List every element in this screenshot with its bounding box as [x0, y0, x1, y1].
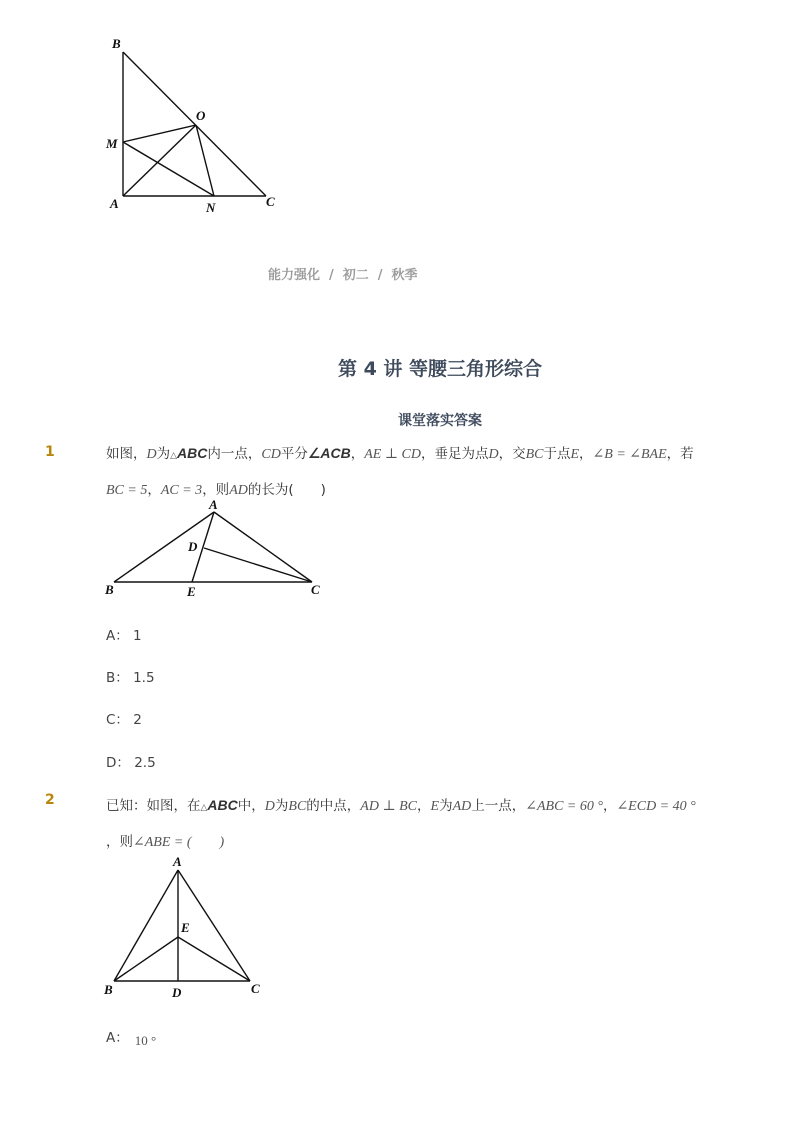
label-B: B — [105, 582, 114, 597]
label-O: O — [196, 108, 206, 123]
label-D: D — [172, 985, 182, 1000]
question-2-line-1: 已知：如图，在△ABC中，D为BC的中点，AD ⊥ BC，E为AD上一点，∠ABC = 60 °，∠ECD = 40 ° — [106, 797, 696, 814]
breadcrumb-item-grade: 初二 — [342, 268, 369, 283]
question-2-number: 2 — [45, 792, 55, 808]
breadcrumb-separator: / — [377, 268, 383, 283]
question-2-figure — [100, 850, 270, 1000]
lecture-title: 第 4 讲 等腰三角形综合 — [337, 358, 543, 380]
top-geometry-figure — [100, 30, 290, 220]
label-E: E — [181, 920, 190, 935]
label-A: A — [173, 854, 182, 869]
label-D: D — [188, 539, 198, 554]
question-1-option-d[interactable]: D： 2.5 — [106, 755, 156, 771]
question-1-line-1: 如图，D为△ABC内一点，CD平分∠ACB，AE ⊥ CD，垂足为点D，交BC于点E，∠B = ∠BAE，若 — [106, 445, 694, 462]
question-1-option-b[interactable]: B： 1.5 — [106, 670, 155, 686]
label-B: B — [112, 36, 121, 51]
label-A: A — [110, 196, 119, 211]
label-N: N — [206, 200, 216, 215]
breadcrumb — [268, 264, 418, 283]
question-1-figure — [100, 498, 332, 604]
breadcrumb-item-category: 能力强化 — [268, 268, 321, 283]
question-2-option-a[interactable]: A： 10 ° — [106, 1030, 157, 1048]
label-E: E — [187, 584, 196, 599]
label-C: C — [311, 582, 320, 597]
section-title: 课堂落实答案 — [398, 413, 482, 429]
question-2-line-2: ，则∠ABE = ( ) — [106, 834, 225, 850]
label-M: M — [106, 136, 118, 151]
label-C: C — [266, 194, 275, 209]
question-1-option-a[interactable]: A： 1 — [106, 628, 142, 644]
label-A: A — [209, 498, 218, 512]
question-1-number: 1 — [45, 444, 55, 460]
breadcrumb-item-term: 秋季 — [391, 268, 418, 283]
label-C: C — [251, 981, 260, 996]
label-B: B — [104, 982, 113, 997]
question-1-option-c[interactable]: C： 2 — [106, 712, 142, 728]
breadcrumb-separator: / — [329, 268, 334, 283]
question-1-line-2: BC = 5，AC = 3，则AD的长为( ) — [106, 482, 326, 498]
